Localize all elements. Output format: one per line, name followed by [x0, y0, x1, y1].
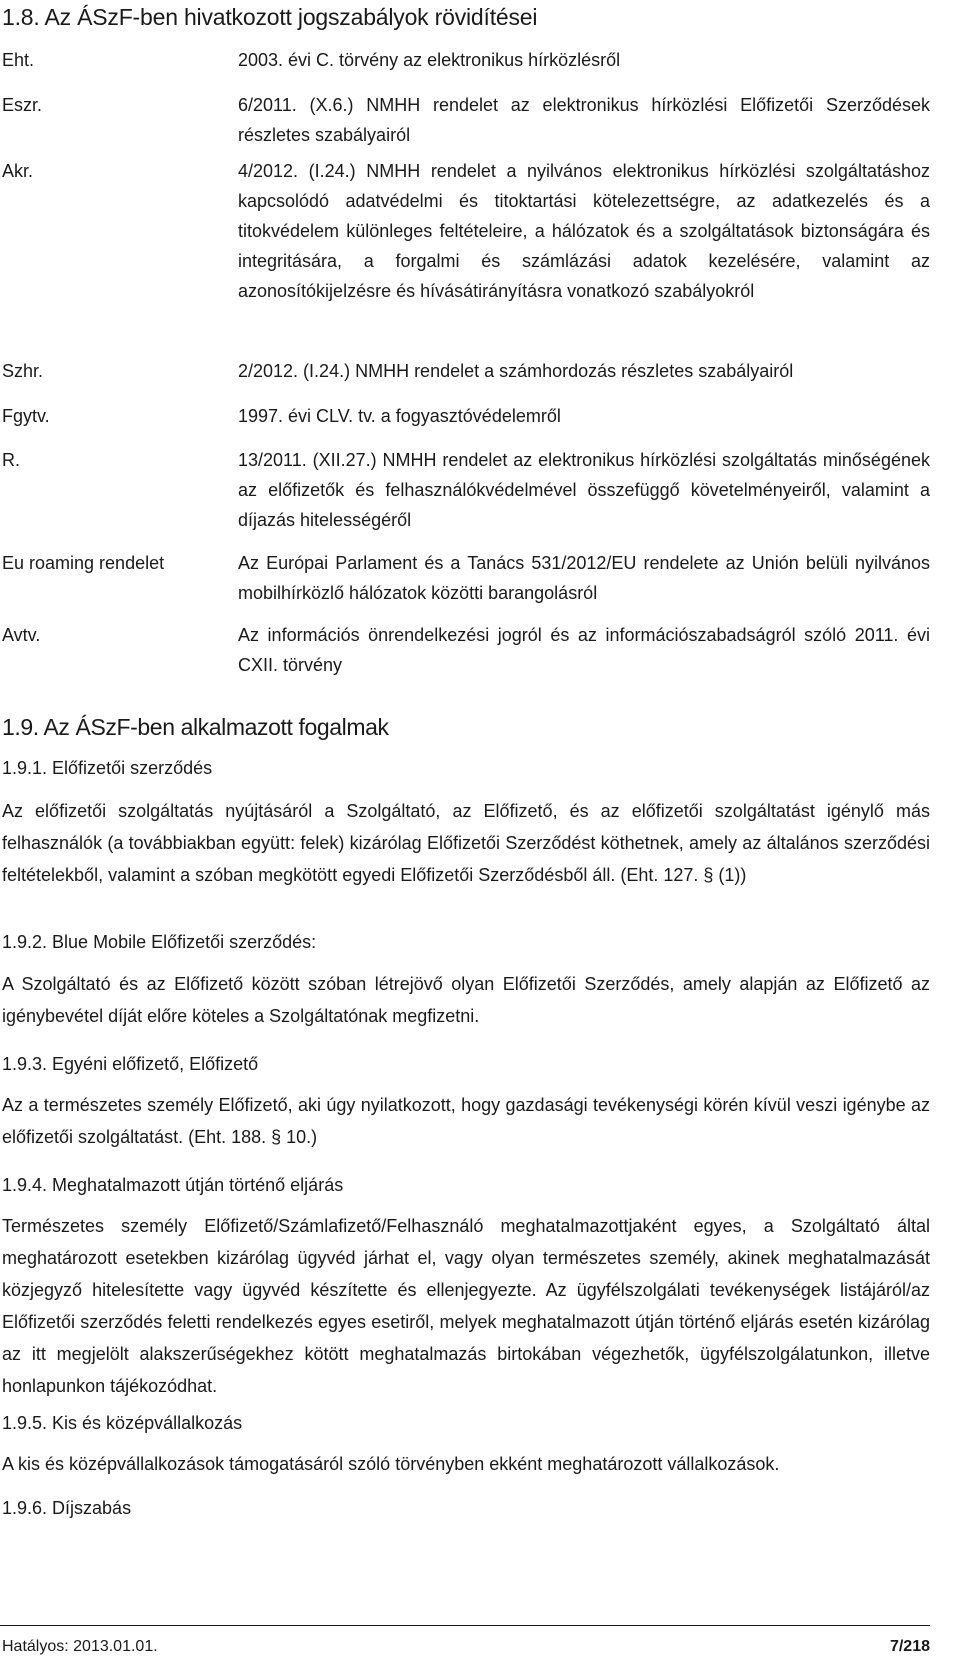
abbreviation-key: Avtv. — [2, 625, 41, 645]
definition-text: A Szolgáltató és az Előfizető között szóban létrejövő olyan Előfizetői Szerződés, amely alapján az Előfizető az igénybevétel díját előre köteles a Szolgáltatónak megfizetni. — [2, 974, 930, 1026]
abbreviation-value: 4/2012. (I.24.) NMHH rendelet a nyilvános elektronikus hírközlési szolgáltatáshoz kapcsolódó adatvédelmi és titoktartási kötelezettségre, az adatkezelés és a titokvédelem különleges feltételeire, a hálózatok és a szolgáltatások biztonságára és integritására, a forgalmi és számlázási adatok kezelésére, valamint az azonosítókijelzésre és hívásátirányításra vonatkozó szabályokról — [238, 161, 930, 301]
definition-heading: 1.9.2. Blue Mobile Előfizetői szerződés: — [2, 932, 317, 952]
footer-page-number: 7/218 — [889, 1638, 930, 1655]
definition-heading: 1.9.5. Kis és középvállalkozás — [2, 1413, 243, 1433]
section-heading-1-9: 1.9. Az ÁSzF-ben alkalmazott fogalmak — [2, 714, 389, 740]
abbreviation-value: 2003. évi C. törvény az elektronikus hírközlésről — [238, 50, 621, 70]
definition-heading: 1.9.1. Előfizetői szerződés — [2, 758, 213, 778]
section-heading-1-8: 1.8. Az ÁSzF-ben hivatkozott jogszabályok rövidítései — [2, 4, 538, 30]
abbreviation-key: Eu roaming rendelet — [2, 553, 165, 573]
abbreviation-value: 6/2011. (X.6.) NMHH rendelet az elektronikus hírközlési Előfizetői Szerződések részletes szabályairól — [238, 95, 930, 145]
definition-text: Az a természetes személy Előfizető, aki úgy nyilatkozott, hogy gazdasági tevékenységi körén kívül veszi igénybe az előfizetői szolgáltatást. (Eht. 188. § 10.) — [2, 1095, 930, 1147]
abbreviation-value: 1997. évi CLV. tv. a fogyasztóvédelemről — [238, 406, 561, 426]
abbreviation-value: Az információs önrendelkezési jogról és az információszabadságról szóló 2011. évi CXII. törvény — [238, 625, 930, 675]
definition-text: Természetes személy Előfizető/Számlafizető/Felhasználó meghatalmazottjaként egyes, a Szolgáltató által meghatározott esetekben kizárólag ügyvéd járhat el, vagy olyan természetes személy, akinek meghatalmazását közjegyző hitelesítette vagy ügyvéd készítette és ellenjegyezte. Az ügyfélszolgálati tevékenységek listájáról/az Előfizetői szerződés feletti rendelkezés egyes esetiről, melyek meghatalmazott útján történő eljárás esetén kizárólag az itt megjelölt alakszerűségekhez kötött meghatalmazás birtokában végezhetők, ügyfélszolgálatunkon, illetve honlapunkon tájékozódhat. — [2, 1216, 930, 1396]
footer-effective-date: Hatályos: 2013.01.01. — [2, 1638, 158, 1655]
abbreviation-key: R. — [2, 450, 20, 470]
definition-heading: 1.9.3. Egyéni előfizető, Előfizető — [2, 1054, 259, 1074]
abbreviation-key: Szhr. — [2, 361, 44, 381]
abbreviation-key: Fgytv. — [2, 406, 50, 426]
abbreviation-value: 2/2012. (I.24.) NMHH rendelet a számhordozás részletes szabályairól — [238, 361, 794, 381]
definition-text: Az előfizetői szolgáltatás nyújtásáról a Szolgáltató, az Előfizető, és az előfizetői szolgáltatást igénylő más felhasználók (a továbbiakban együtt: felek) kizárólag Előfizetői Szerződést köthetnek, amely az általános szerződési feltételekből, valamint a szóban megkötött egyedi Előfizetői Szerződésből áll. (Eht. 127. § (1)) — [2, 801, 930, 885]
footer-divider — [0, 1625, 930, 1626]
abbreviation-key: Akr. — [2, 161, 34, 181]
definition-text: A kis és középvállalkozások támogatásáról szóló törvényben ekként meghatározott vállalkozások. — [2, 1454, 780, 1474]
abbreviation-key: Eszr. — [2, 95, 43, 115]
abbreviation-key: Eht. — [2, 50, 35, 70]
abbreviation-value: 13/2011. (XII.27.) NMHH rendelet az elektronikus hírközlési szolgáltatás minőségének az előfizetők és felhasználókvédelmével összefüggő követelményeiről, valamint a díjazás hitelességéről — [238, 450, 930, 530]
definition-heading: 1.9.4. Meghatalmazott útján történő eljárás — [2, 1175, 344, 1195]
abbreviation-value: Az Európai Parlament és a Tanács 531/2012/EU rendelete az Unión belüli nyilvános mobilhírközlő hálózatok közötti barangolásról — [238, 553, 930, 603]
definition-heading: 1.9.6. Díjszabás — [2, 1498, 132, 1518]
